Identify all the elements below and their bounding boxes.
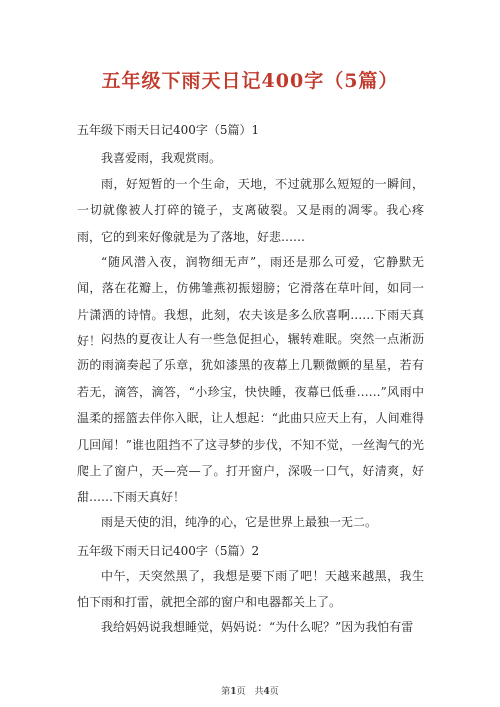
footer-prefix: 第 (221, 687, 231, 697)
paragraph-7: 我给妈妈说我想睡觉，妈妈说：“为什么呢？”因为我怕有雷 (101, 620, 414, 634)
footer-total-pages: 4 (263, 687, 270, 697)
paragraph-1: 我喜爱雨，我观赏雨。 (101, 151, 222, 165)
paragraph-5: 雨是天使的泪，纯净的心，它是世界上最独一无二。 (101, 515, 378, 529)
document-title: 五年级下雨天日记400字（5篇） (101, 70, 399, 92)
section-heading-2: 五年级下雨天日记400字（5篇）2 (77, 544, 260, 558)
page-footer (0, 684, 500, 697)
paragraph-3: “随风潜入夜，润物细无声”，雨还是那么可爱，它静默无闻，落在花瓣上，仿佛雏燕初振翅膀；它滑落在草叶间，如同一片潇洒的诗情。我想，此刻，农夫该是多么欣喜啊……下雨天真好！ (77, 255, 424, 349)
paragraph-2: 雨，好短暂的一个生命，天地，不过就那么短短的一瞬间，一切就像被人打碎的镜子，支离破裂。又是雨的凋零。我心疼雨，它的到来好像就是为了落地，好悲…… (77, 177, 424, 244)
footer-page-number: 1 (230, 687, 237, 697)
section-heading-1: 五年级下雨天日记400字（5篇）1 (77, 123, 260, 137)
footer-suffix: 页 (269, 687, 279, 697)
paragraph-6: 中午，天突然黑了，我想是要下雨了吧！天越来越黑，我生怕下雨和打雷，就把全部的窗户和电器都关上了。 (77, 569, 424, 610)
footer-middle: 页 共 (236, 687, 264, 697)
paragraph-4: 闷热的夏夜让人有一些急促担心，辗转难眠。突然一点淅沥沥的雨滴奏起了乐章，犹如漆黑的夜幕上几颗微颤的星星，若有若无，滴答，滴答，“小珍宝，快快睡，夜幕已低垂……”风雨中温柔的摇篮去伴你入眠，让人想起：“此曲只应天上有，人间难得几回闻！”谁也阻挡不了这寻梦的步伐，不知不觉，一丝淘气的光爬上了窗户，天—亮—了。打开窗户，深吸一口气，好清爽，好甜……下雨天真好！ (77, 332, 424, 505)
